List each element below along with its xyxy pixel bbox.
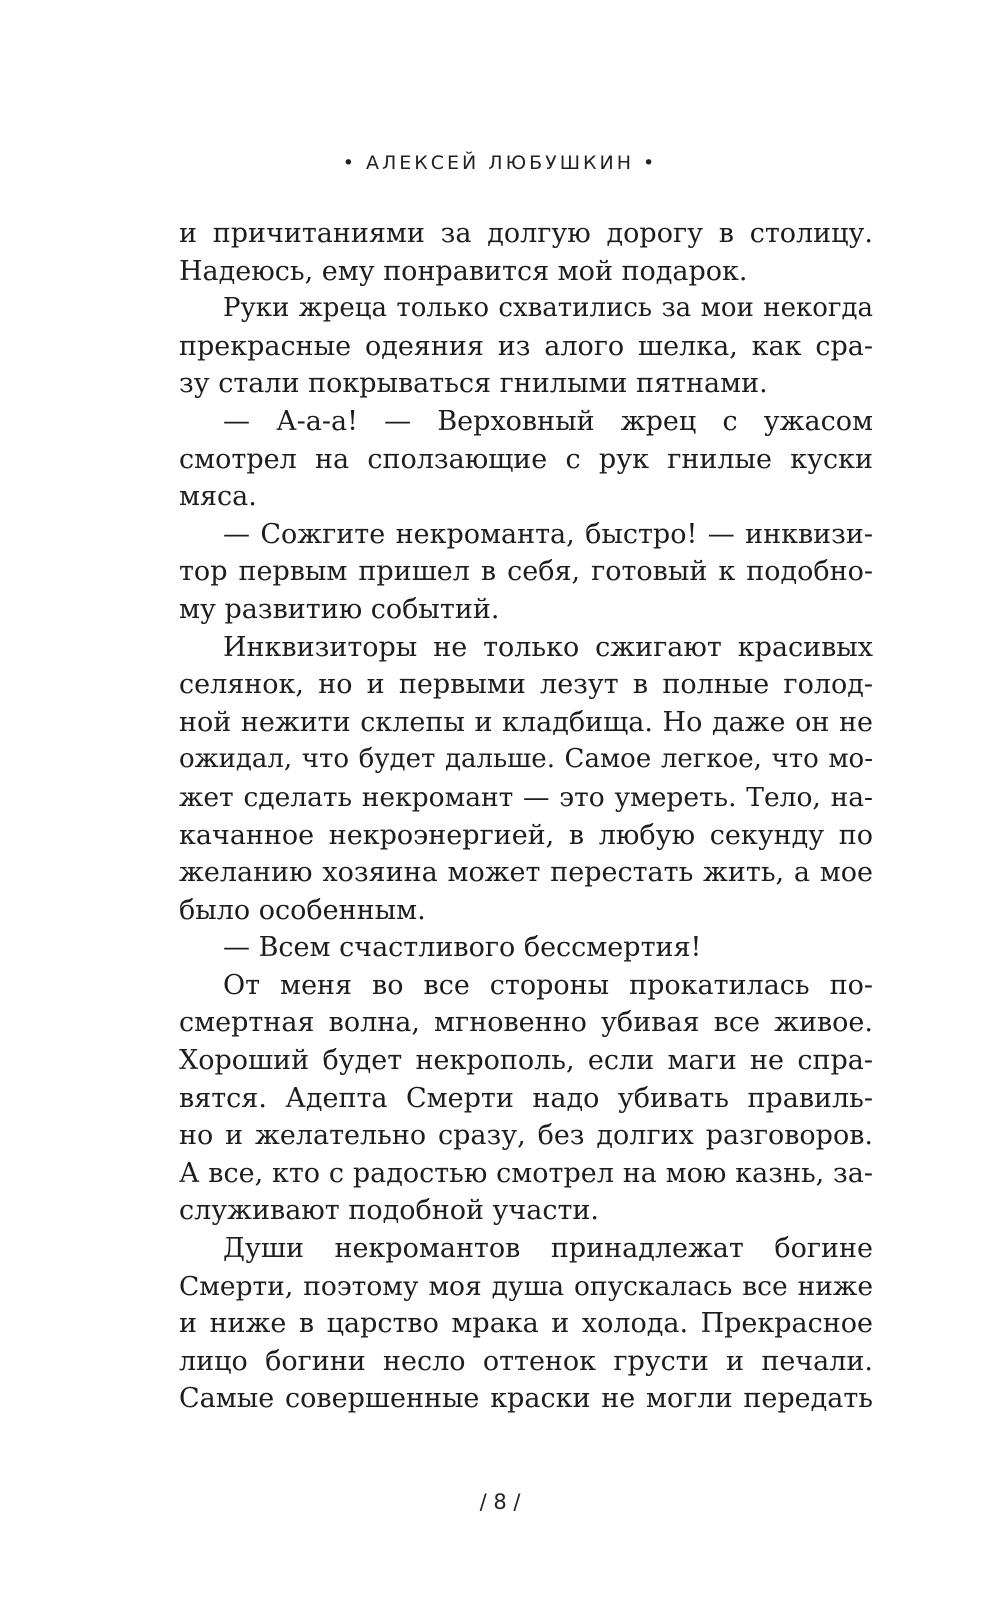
text-line: тор первым пришел в себя, готовый к подобно- — [179, 556, 873, 588]
text-line: зу стали покрываться гнилыми пятнами. — [179, 368, 768, 400]
text-line: — Всем счастливого бессмертия! — [223, 932, 702, 964]
text-line: А все, кто с радостью смотрел на мою казнь, за- — [179, 1157, 873, 1189]
text-line: Инквизиторы не только сжигают красивых — [223, 631, 873, 663]
text-line: От меня во все стороны прокатилась по- — [223, 969, 873, 1001]
text-line: качанное некроэнергией, в любую секунду по — [179, 819, 873, 851]
text-line: вятся. Адепта Смерти надо убивать правиль- — [179, 1082, 873, 1114]
text-line: и причитаниями за долгую дорогу в столицу. — [179, 218, 873, 249]
text-line: селянок, но и первыми лезут в полные голод- — [179, 669, 873, 701]
text-line: му развитию событий. — [179, 593, 500, 625]
page-number: / 8 / — [479, 1490, 521, 1514]
page-body — [179, 215, 873, 1418]
text-line: было особенным. — [179, 894, 426, 926]
text-line: лицо богини несло оттенок грусти и печали. — [179, 1345, 873, 1377]
text-line: ной нежити склепы и кладбища. Но даже он не — [179, 706, 873, 738]
text-line: Смерти, поэтому моя душа опускалась все ниже — [179, 1270, 873, 1302]
text-line: ожидал, что будет дальше. Самое легкое, что мо- — [179, 744, 873, 775]
text-line: прекрасные одеяния из алого шелка, как сра- — [179, 330, 873, 362]
text-line: — Сожгите некроманта, быстро! — инквизи- — [223, 518, 873, 550]
text-line: но и желательно сразу, без долгих разговоров. — [179, 1120, 873, 1152]
text-line: Самые совершенные краски не могли передать — [179, 1383, 873, 1415]
running-header: • АЛЕКСЕЙ ЛЮБУШКИН • — [342, 152, 658, 174]
text-line: — А-а-а! — Верховный жрец с ужасом — [223, 405, 873, 437]
text-line: желанию хозяина может перестать жить, а мое — [179, 857, 873, 889]
text-line: и ниже в царство мрака и холода. Прекрасное — [179, 1308, 873, 1340]
text-line: служивают подобной участи. — [179, 1195, 600, 1227]
text-line: смотрел на сползающие с рук гнилые куски — [179, 443, 873, 475]
text-line: Надеюсь, ему понравится мой подарок. — [179, 255, 748, 287]
text-line: Души некромантов принадлежат богине — [223, 1233, 873, 1265]
text-line: жет сделать некромант — это умереть. Тело, на- — [179, 781, 873, 813]
text-line: мяса. — [179, 481, 257, 513]
text-line: Руки жреца только схватились за мои некогда — [223, 293, 873, 324]
text-line: смертная волна, мгновенно убивая все живое. — [179, 1007, 873, 1039]
text-line: Хороший будет некрополь, если маги не спра- — [179, 1045, 873, 1077]
